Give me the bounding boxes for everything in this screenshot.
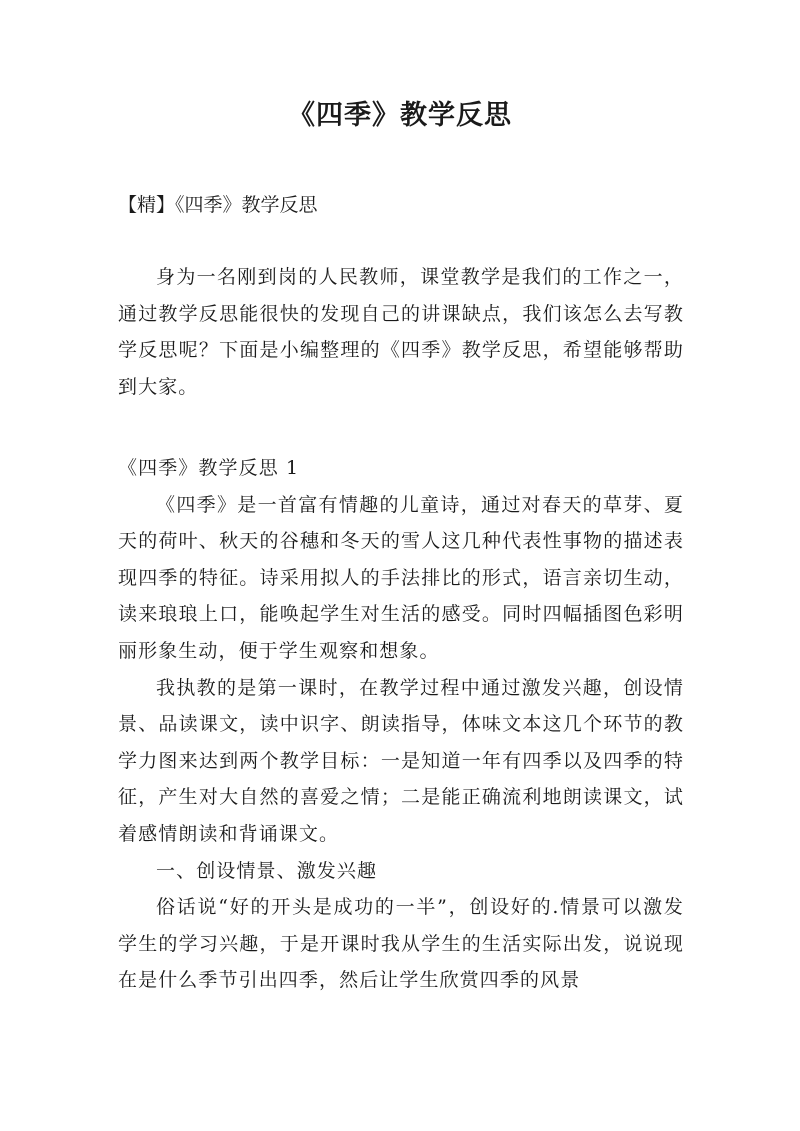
document-title: 《四季》教学反思 xyxy=(288,100,512,131)
section-1 xyxy=(118,450,684,999)
intro-paragraph: 身为一名刚到岗的人民教师，课堂教学是我们的工作之一，通过教学反思能很快的发现自己的讲课缺点，我们该怎么去写教学反思呢？下面是小编整理的《四季》教学反思，希望能够帮助到大家。 xyxy=(118,266,684,398)
document-subtitle: 【精】《四季》教学反思 xyxy=(118,194,318,216)
section-paragraph: 我执教的是第一课时，在教学过程中通过激发兴趣，创设情景、品读课文，读中识字、朗读指导，体味文本这几个环节的教学力图来达到两个教学目标：一是知道一年有四季以及四季的特征，产生对大自然的喜爱之情；二是能正确流利地朗读课文，试着感情朗读和背诵课文。 xyxy=(118,676,684,845)
section-heading: 《四季》教学反思 1 xyxy=(118,457,300,479)
section-paragraph: 俗话说“好的开头是成功的一半”，创设好的.情景可以激发学生的学习兴趣，于是开课时我从学生的生活实际出发，说说现在是什么季节引出四季，然后让学生欣赏四季的风景 xyxy=(118,896,684,992)
section-paragraph: 《四季》是一首富有情趣的儿童诗，通过对春天的草芽、夏天的荷叶、秋天的谷穗和冬天的雪人这几种代表性事物的描述表现四季的特征。诗采用拟人的手法排比的形式，语言亲切生动，读来琅琅上口，能唤起学生对生活的感受。同时四幅插图色彩明丽形象生动，便于学生观察和想象。 xyxy=(118,493,684,662)
intro-block xyxy=(118,259,684,405)
section-subheading: 一、创设情景、激发兴趣 xyxy=(156,859,378,882)
